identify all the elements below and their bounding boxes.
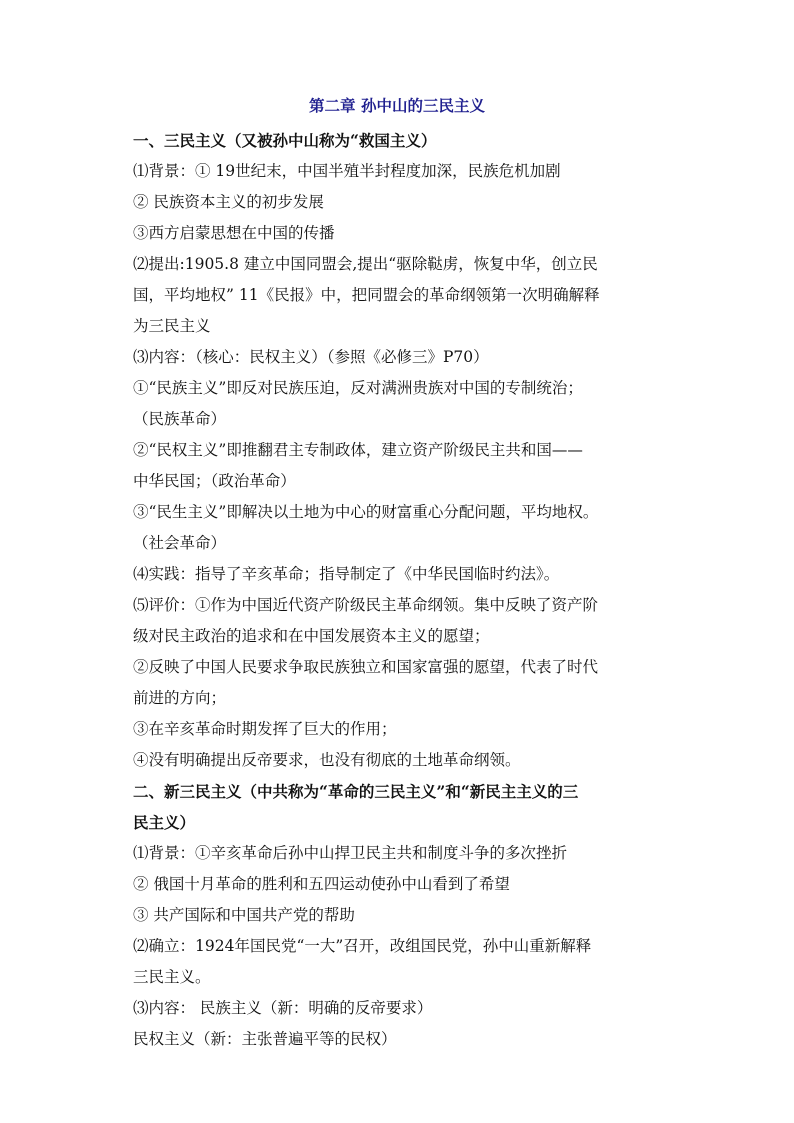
text-line: 中华民国；（政治革命） (133, 472, 296, 490)
text-line: 国，平均地权” 11《民报》中，把同盟会的革命纲领第一次明确解释 (133, 286, 600, 304)
text-line: ②反映了中国人民要求争取民族独立和国家富强的愿望，代表了时代 (133, 658, 599, 676)
text-line: ⑵提出:1905.8 建立中国同盟会,提出“驱除鞑虏，恢复中华，创立民 (133, 255, 598, 273)
text-line: ④没有明确提出反帝要求，也没有彻底的土地革命纲领。 (133, 751, 521, 769)
text-line: ⑶内容：（核心：民权主义）（参照《必修三》P70） (133, 348, 489, 366)
text-line: ③“民生主义”即解决以土地为中心的财富重心分配问题，平均地权。 (133, 503, 599, 521)
text-line: ⑷实践：指导了辛亥革命；指导制定了《中华民国临时约法》。 (133, 565, 560, 583)
text-line: ③在辛亥革命时期发挥了巨大的作用； (133, 720, 397, 738)
text-line: ③西方启蒙思想在中国的传播 (133, 224, 335, 242)
text-line: ②“民权主义”即推翻君主专制政体，建立资产阶级民主共和国—— (133, 441, 583, 459)
section-heading: 二、新三民主义（中共称为“革命的三民主义”和“新民主主义的三 (133, 782, 579, 801)
text-line: ⑶内容： 民族主义（新：明确的反帝要求） (133, 999, 433, 1017)
section-heading: 一、三民主义（又被孙中山称为“救国主义） (133, 131, 437, 150)
document-body (133, 125, 678, 1055)
text-line: ⑴背景：①辛亥革命后孙中山捍卫民主共和制度斗争的多次挫折 (133, 844, 568, 862)
text-line: ② 民族资本主义的初步发展 (133, 193, 324, 211)
text-line: ①“民族主义”即反对民族压迫，反对满洲贵族对中国的专制统治； (133, 379, 583, 397)
text-line: ② 俄国十月革命的胜利和五四运动使孙中山看到了希望 (133, 875, 510, 893)
text-line: ③ 共产国际和中国共产党的帮助 (133, 906, 355, 924)
section-heading: 民主义） (133, 813, 196, 832)
text-line: （社会革命） (133, 534, 227, 552)
text-line: （民族革命） (133, 410, 227, 428)
text-line: ⑴背景：① 19世纪末，中国半殖半封程度加深，民族危机加剧 (133, 162, 561, 180)
page-title: 第二章 孙中山的三民主义 (309, 96, 485, 115)
text-line: 级对民主政治的追求和在中国发展资本主义的愿望； (133, 627, 490, 645)
text-line: 为三民主义 (133, 317, 211, 335)
text-line: 前进的方向； (133, 689, 227, 707)
text-line: ⑵确立：1924年国民党“一大”召开，改组国民党，孙中山重新解释 (133, 937, 592, 955)
text-line: 三民主义。 (133, 968, 211, 986)
text-line: 民权主义（新：主张普遍平等的民权） (133, 1030, 397, 1048)
text-line: ⑸评价：①作为中国近代资产阶级民主革命纲领。集中反映了资产阶 (133, 596, 599, 614)
